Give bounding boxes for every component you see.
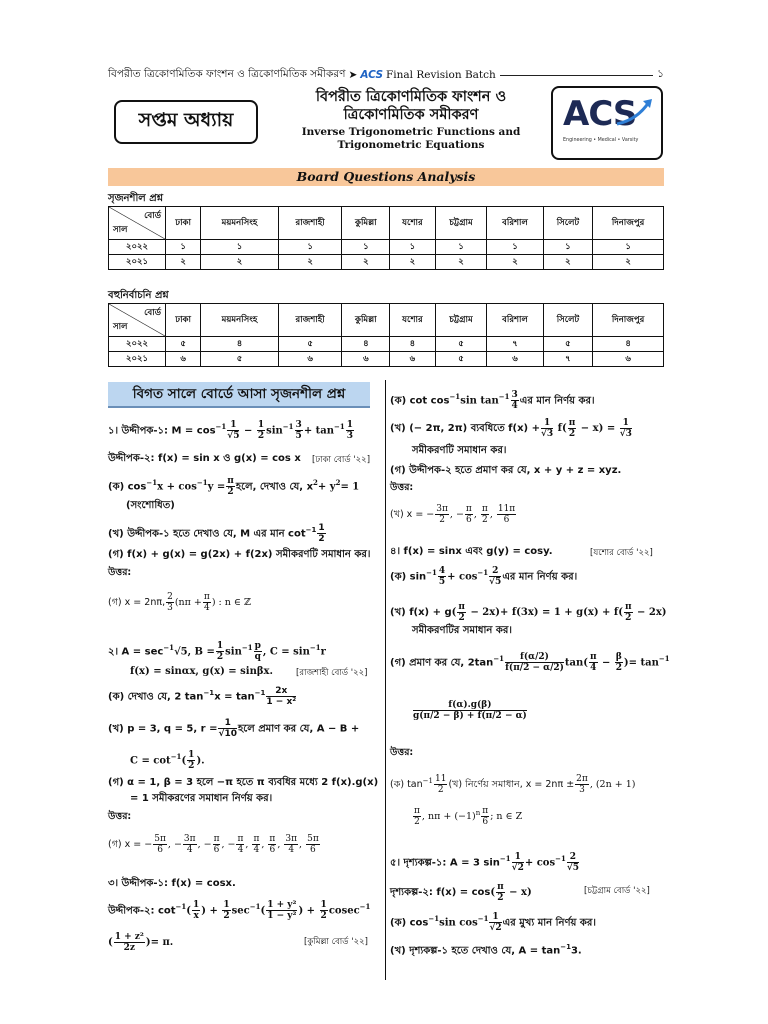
board-header: বরিশাল [487, 304, 543, 337]
board-header: চট্টগ্রাম [435, 304, 487, 337]
board-header: রাজশাহী [278, 304, 342, 337]
q5-source: [চট্টগ্রাম বোর্ড '২২] [584, 886, 650, 896]
q2-ka: (ক) দেখাও যে, 2 $\tan^{-1}x = \tan^{-1}$ $\frac{2x}{\text{1 − x²}}$ [108, 686, 297, 707]
q4-kha-cont: সমীকরণটির সমাধান কর। [412, 625, 512, 636]
column-divider [385, 380, 386, 980]
q4-answer: (ক) $\tan^{-1}$ $\frac{11}{2}$ (খ) নির্ণেয় সমাধান, x = 2nπ ± $\frac{2\pi}{3}$ , (2n + 1) [390, 774, 636, 796]
board-header: সিলেট [543, 207, 593, 240]
title-bn-line2: ত্রিকোণমিতিক সমীকরণ [343, 107, 479, 123]
q4-stimulus: ৪। f(x) = sinx এবং g(y) = cosy. [390, 546, 553, 557]
creative-section-title: সৃজনশীল প্রশ্ন [108, 193, 163, 204]
table-row: ২০২২ ৫ ৪ ৫ ৪ ৪ ৫ ৭ ৫ ৪ [109, 337, 664, 352]
table-row: ২০২১ ৬ ৫ ৬ ৬ ৬ ৫ ৬ ৭ ৬ [109, 352, 664, 367]
q3-ka: (ক) $\cot \cos^{-1}\sin$ $\tan^{-1}$ $\frac{3}{4}$ এর মান নির্ণয় কর। [390, 390, 595, 412]
q1-ka: (ক) $\cos^{-1}x + \cos^{-1}y$ = $\frac{\pi}{2}$ হলে, দেখাও যে, $x^2+ y^2= 1$ [108, 476, 360, 498]
q3-kha: (খ) (− 2π, 2π) ব্যবধিতে f(x) + $\frac{1}{√3}$ f( $\frac{\pi}{2}$ − x) = $\frac{1}{√3}$ [390, 418, 632, 439]
q5-stimulus-1: ৫। দৃশ্যকল্প-১: A = 3 $\sin^{-1}$ $\frac{1}{√2}$ + $\cos^{-1}$ $\frac{2}{√5}$ [390, 852, 580, 874]
q2-source: [রাজশাহী বোর্ড '২২] [296, 668, 368, 678]
q4-ga-cont: $\frac{f(\alpha).g(\beta)}{g(\pi/2 - \beta) + f(\pi/2 - \alpha)}$ [413, 700, 527, 721]
q5-ka: (ক) $\cos^{-1}\sin$ $\cos^{-1}$ $\frac{1}{√2}$ এর মুখ্য মান নির্ণয় কর। [390, 912, 596, 934]
q1-answer: (গ) x = 2nπ, $\frac{2}{3}$ (nπ + $\frac{\pi}{4}$ ) : n ∈ ℤ [108, 592, 251, 613]
analysis-banner: Board Questions Analysis [108, 168, 664, 186]
q3-kha-cont: সমীকরণটি সমাধান কর। [412, 445, 507, 456]
q3-stimulus-1: ৩। উদ্দীপক-১: f(x) = cosx. [108, 878, 236, 889]
arrow-icon: ➤ [348, 69, 358, 81]
corner-cell: বোর্ড সাল [109, 207, 166, 240]
q3-stimulus-2: উদ্দীপক-২: $\cot^{-1}$( $\frac{1}{x}$ ) + $\frac{1}{2}$ $\sec^{-1}$( $\frac{\text{1 + y²}}{\text{1 − y²}}$ ) + $\frac{1}{2}$ cosec$^{-1}$ [108, 900, 371, 922]
board-header: চট্টগ্রাম [435, 207, 487, 240]
chapter-badge: সপ্তম অধ্যায় [114, 100, 258, 144]
brand-mini: ACS [360, 69, 384, 81]
q1-stimulus-1: ১। উদ্দীপক-১: $M = \cos^{-1}$ $\frac{1}{√5}$ − $\frac{1}{2}$ $\sin^{-1}$ $\frac{3}{5}$ + $\tan^{-1}$ $\frac{1}{3}$ [108, 420, 354, 442]
logo-swoosh-icon [615, 96, 655, 128]
running-title: বিপরীত ত্রিকোণমিতিক ফাংশন ও ত্রিকোণমিতিক সমীকরণ [108, 67, 346, 80]
q2-kha: (খ) p = 3, q = 5, r = $\frac{1}{√10}$ হলে প্রমাণ কর যে, A − B + [108, 718, 360, 739]
q4-ga: (গ) প্রমাণ কর যে, $2\tan^{-1}$ $\frac{f(\alpha/2)}{f(\pi/2 - \alpha/2)}$ tan( $\frac{\pi}{4}$ − $\frac{\beta}{2}$ )= $\tan^{-1}$ [390, 652, 670, 674]
board-header: দিনাজপুর [593, 207, 664, 240]
left-heading: বিগত সালে বোর্ডে আসা সৃজনশীল প্রশ্ন [108, 382, 370, 408]
table-row: ২০২১ ২ ২ ২ ২ ২ ২ ২ ২ ২ [109, 255, 664, 270]
answer-label: উত্তর: [108, 567, 132, 578]
board-header: রাজশাহী [278, 207, 342, 240]
title-en-line2: Trigonometric Equations [337, 139, 485, 151]
q3-stimulus-3: ( $\frac{\text{1 + z²}}{2z}$ )= π. [108, 932, 174, 953]
q2-stimulus: ২। $A = \sec^{-1}√5$, B = $\frac{1}{2}$ $\sin^{-1}$ $\frac{p}{q}$ , $C = \sin^{-1}r$ [108, 641, 326, 663]
q1-source: [ঢাকা বোর্ড '২২] [312, 455, 371, 465]
board-header: ময়মনসিংহ [201, 207, 279, 240]
title-block [108, 86, 663, 158]
q1-ga: (গ) f(x) + g(x) = g(2x) + f(2x) সমীকরণটি সমাধান কর। [108, 549, 371, 560]
q4-kha: (খ) f(x) + g( $\frac{\pi}{2}$ − 2x)+ f(3x) = 1 + g(x) + f( $\frac{\pi}{2}$ − 2x) [390, 602, 667, 623]
board-header: যশোর [390, 207, 435, 240]
answer-label: উত্তর: [390, 747, 414, 758]
mcq-section-title: বহুনির্বাচনি প্রশ্ন [108, 290, 169, 301]
corner-cell: বোর্ড সাল [109, 304, 166, 337]
q1-stimulus-2: উদ্দীপক-২: f(x) = sin x ও g(x) = cos x [108, 453, 301, 464]
q3-answer: (খ) x = − $\frac{3\pi}{2}$ , − $\frac{\pi}{6}$ , $\frac{\pi}{2}$ , $\frac{11\pi}{6}$ [390, 504, 516, 525]
title-bn-line1: বিপরীত ত্রিকোণমিতিক ফাংশন ও [315, 89, 507, 105]
board-header: যশোর [390, 304, 435, 337]
board-header: বরিশাল [487, 207, 543, 240]
q4-answer-cont: $\frac{\pi}{2}$ , $n\pi + (-1)^n$ $\frac{\pi}{6}$ ; n ∈ Z [414, 806, 523, 828]
creative-table [108, 206, 664, 270]
q3-ga: (গ) উদ্দীপক-২ হতে প্রমাণ কর যে, x + y + z = xyz. [390, 465, 622, 476]
title-bengali [276, 88, 546, 124]
board-header: দিনাজপুর [593, 304, 664, 337]
mcq-table [108, 303, 664, 367]
q2-functions: f(x) = sinαx, g(x) = sinβx. [130, 666, 273, 677]
q1-kha: (খ) উদ্দীপক-১ হতে দেখাও যে, M এর মান $\cot^{-1}$ $\frac{1}{2}$ [108, 523, 325, 544]
title-en-line1: Inverse Trigonometric Functions and [301, 126, 521, 138]
q4-source: [যশোর বোর্ড '২২] [590, 548, 653, 558]
header-rule [500, 75, 653, 76]
logo-tagline: Engineering • Medical • Varsity [563, 138, 639, 143]
q1-ka-note: (সংশোধিত) [126, 500, 175, 511]
acs-logo [551, 86, 663, 160]
q3-source: [কুমিল্লা বোর্ড '২২] [304, 937, 368, 947]
q5-kha: (খ) দৃশ্যকল্প-১ হতে দেখাও যে, $A = \tan^{-1}3$. [390, 943, 582, 957]
q4-ka: (ক) $\sin^{-1}$ $\frac{4}{5}$ + $\cos^{-1}$ $\frac{2}{√5}$ এর মান নির্ণয় কর। [390, 566, 578, 588]
board-header: ময়মনসিংহ [201, 304, 279, 337]
answer-label: উত্তর: [108, 811, 132, 822]
running-header [108, 66, 664, 84]
title-english [276, 126, 546, 152]
board-header: ঢাকা [166, 304, 201, 337]
board-header: ঢাকা [166, 207, 201, 240]
batch-label: Final Revision Batch [386, 69, 496, 81]
q2-ga: (গ) α = 1, β = 3 হলে −π হতে π ব্যবধির মধ্যে 2 f(x).g(x) [108, 777, 379, 788]
table-row: ২০২২ ১ ১ ১ ১ ১ ১ ১ ১ ১ [109, 240, 664, 255]
logo-text: ACS [563, 94, 637, 134]
board-header: কুমিল্লা [342, 304, 390, 337]
board-header: সিলেট [543, 304, 593, 337]
answer-label: উত্তর: [390, 482, 414, 493]
board-header: কুমিল্লা [342, 207, 390, 240]
page-number: ১ [657, 67, 664, 80]
q2-kha-cont: $C = \cot^{-1}$( $\frac{1}{2}$ ). [130, 750, 205, 772]
q2-ga-cont: = 1 সমীকরণের সমাধান নির্ণয় কর। [130, 793, 273, 804]
q5-stimulus-2: দৃশ্যকল্প-২: f(x) = cos( $\frac{\pi}{2}$ − x) [390, 882, 532, 903]
q2-answer: (গ) x = − $\frac{5\pi}{6}$ , − $\frac{3\pi}{4}$ , − $\frac{\pi}{6}$ , − $\frac{\pi}{4}$ , $\frac{\pi}{4}$ , $\frac{\pi}{6}$ , $\frac{3\pi}{4}$ , $\frac{5\pi}{6}$ [108, 834, 319, 855]
